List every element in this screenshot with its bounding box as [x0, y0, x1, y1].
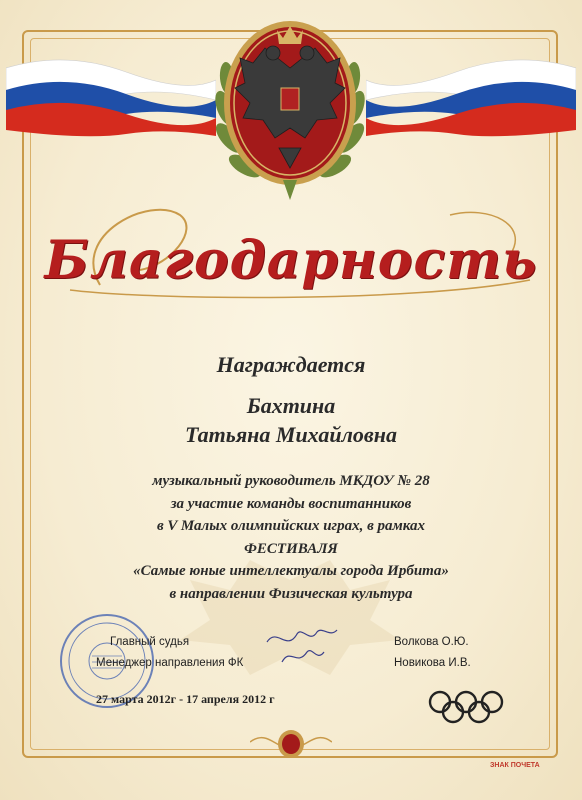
recipient-surname: Бахтина — [246, 393, 336, 418]
recipient-name: Татьяна Михайловна — [185, 422, 397, 447]
body-line: в направлении Физическая культура — [169, 585, 413, 602]
body-line: в V Малых олимпийских играх, в рамках — [156, 518, 426, 534]
event-dates: 27 марта 2012г - 17 апреля 2012 г — [96, 692, 275, 706]
body-line: ФЕСТИВАЛЯ — [244, 540, 338, 557]
publisher-brand: ЗНАК ПОЧЕТА — [490, 762, 540, 769]
certificate-body — [0, 470, 582, 605]
signature-role-chief-judge: Главный судья — [110, 636, 190, 648]
body-line: «Самые юные интеллектуалы города Ирбита» — [133, 563, 449, 579]
russian-flag-ribbon-left — [6, 50, 216, 140]
russian-flag-ribbon-right — [366, 50, 576, 140]
signature-name-2: Новикова И.В. — [394, 657, 471, 669]
olympic-rings-icon — [426, 690, 506, 724]
signature-name-1: Волкова О.Ю. — [394, 636, 469, 648]
body-line: за участие команды воспитанников — [170, 495, 412, 512]
signature-role-manager: Менеджер направления ФК — [96, 657, 244, 669]
body-line: музыкальный руководитель МКДОУ № 28 — [152, 473, 430, 489]
handwritten-signature — [262, 622, 342, 672]
awarded-heading: Награждается — [216, 352, 366, 377]
bottom-medallion-ornament — [250, 722, 332, 762]
certificate-title: Благодарность — [44, 230, 538, 291]
